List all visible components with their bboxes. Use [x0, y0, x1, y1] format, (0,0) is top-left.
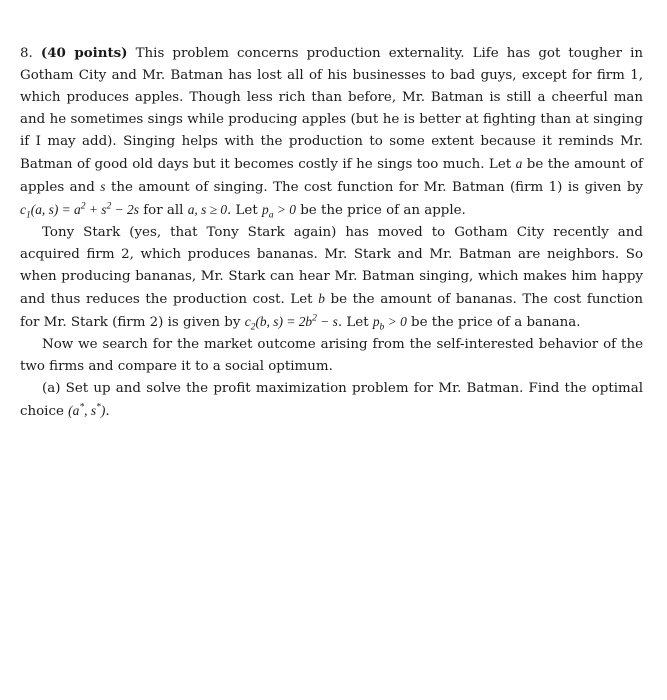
math-s: s — [100, 179, 106, 194]
problem-number: 8. — [20, 46, 33, 61]
stark-text-3: . Let — [337, 315, 373, 330]
optimal-a: (a — [68, 403, 80, 418]
market-outcome-paragraph — [20, 334, 643, 378]
cost-fn1-sup1: 2 — [80, 200, 86, 212]
cost-fn1-sub: 1 — [25, 209, 31, 221]
stark-text-2: be the amount of bananas. The cost function for Mr. Stark (firm 2) is given by — [20, 292, 643, 330]
optimal-close: ) — [100, 403, 106, 418]
math-a: a — [515, 156, 523, 171]
price-banana-sub: b — [379, 321, 385, 333]
cost-fn1-plus-s: + s — [85, 202, 107, 217]
price-banana-gt: > 0 — [384, 314, 407, 329]
cost-function-2 — [244, 312, 338, 333]
price-apple-gt: > 0 — [273, 202, 296, 217]
math-b: b — [318, 291, 325, 306]
cost-fn1-sup2: 2 — [106, 200, 112, 212]
part-a-paragraph — [20, 378, 643, 423]
price-banana-p: p — [372, 314, 380, 329]
problem-points: (40 points) — [40, 45, 128, 61]
optimal-a-star: * — [79, 401, 85, 413]
cost-fn2-c: c — [244, 314, 251, 329]
cost-fn1-c: c — [20, 202, 26, 217]
price-apple-p: p — [262, 202, 269, 217]
intro-text-1: This problem concerns production externality. Life has got tougher in Gotham City and Mr. Batman has lost all of his businesses to bad guys, except for firm 1, which produces apples. Though less rich than before, Mr. Batman is still a cheerful man and he sometimes sings while producing apples (but he is better at fighting than at singing if I may add). Singing helps with the production to some extent because it reminds Mr. Batman of good old days but it becomes costly if he sings too much. Let — [20, 46, 643, 172]
price-apple-sub: a — [268, 209, 274, 221]
problem-intro-paragraph — [20, 42, 643, 222]
cost-function-1 — [20, 200, 139, 221]
stark-text-4: be the price of a banana. — [406, 315, 581, 330]
stark-paragraph — [20, 222, 643, 334]
price-banana — [372, 314, 407, 333]
stark-text-1: Tony Stark (yes, that Tony Stark again) has moved to Gotham City recently and acquired firm 2, which produces bananas. Mr. Stark and Mr. Batman are neighbors. So when producing bananas, Mr. Stark can hear Mr. Batman singing, which makes him happy and thus reduces the production cost. Let — [20, 225, 643, 307]
part-a-text-2: . — [105, 404, 110, 419]
cost-fn2-sup: 2 — [312, 312, 317, 324]
optimal-s-star: * — [96, 401, 101, 413]
cost-fn2-minus: − s — [316, 314, 338, 329]
price-apple — [262, 202, 296, 221]
problem-document — [20, 42, 643, 423]
cost-fn1-args: (a, s) = a — [30, 202, 81, 217]
intro-text-6: be the price of an apple. — [295, 203, 466, 218]
cost-fn2-sub: 2 — [250, 321, 256, 333]
intro-text-4: for all — [138, 203, 188, 218]
optimal-s: , s — [84, 403, 97, 418]
cost-fn1-minus: − 2s — [111, 202, 139, 217]
cost-fn2-args: (b, s) = 2b — [255, 314, 313, 329]
math-domain: a, s ≥ 0 — [187, 202, 228, 217]
part-a-text-1: (a) Set up and solve the profit maximization problem for Mr. Batman. Find the optimal choice — [20, 381, 643, 419]
optimal-choice — [68, 403, 105, 418]
market-text: Now we search for the market outcome arising from the self-interested behavior of the two firms and compare it to a social optimum. — [20, 337, 643, 374]
intro-text-3: the amount of singing. The cost function for Mr. Batman (firm 1) is given by — [105, 180, 643, 195]
intro-text-2: be the amount of apples and — [20, 157, 644, 195]
intro-text-5: . Let — [227, 203, 262, 218]
